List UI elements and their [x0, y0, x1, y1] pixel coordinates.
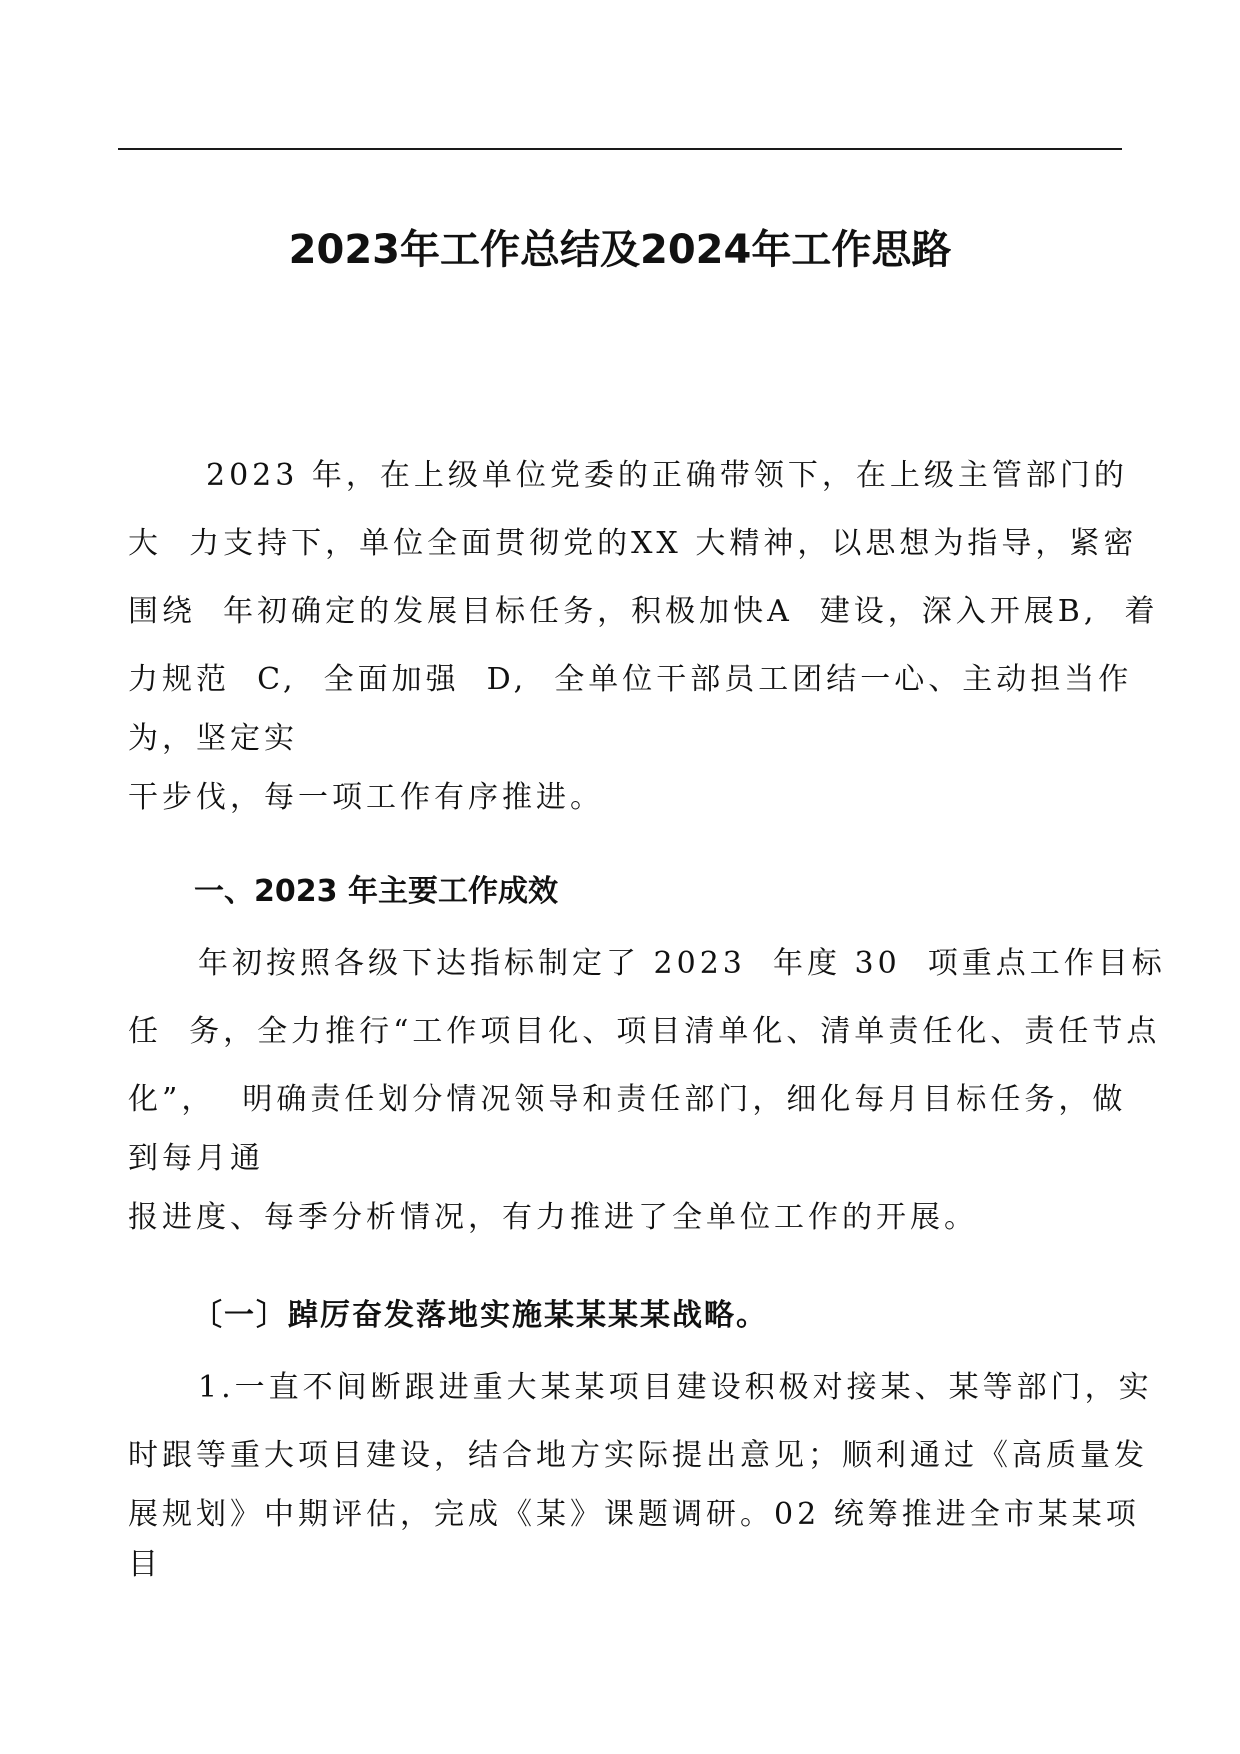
- header-rule: [118, 148, 1122, 150]
- subsection-heading: [128, 1282, 1118, 1350]
- subsection-line: 时跟等重大项目建设，结合地方实际提出意见；顺利通过《高质量发: [128, 1438, 1148, 1473]
- subsection-line: 目: [128, 1547, 162, 1582]
- intro-line: 2023 年，在上级单位党委的正确带领下，在上级主管部门的: [206, 458, 1128, 493]
- section-line: 年初按照各级下达指标制定了 2023 年度 30 项重点工作目标: [198, 946, 1166, 981]
- subsection-heading-text: 〔一〕踔厉奋发落地实施某某某某战略。: [192, 1298, 768, 1333]
- section-line: 任 务，全力推行“工作项目化、项目清单化、清单责任化、责任节点: [128, 1014, 1161, 1049]
- intro-line: 干步伐，每一项工作有序推进。: [128, 780, 604, 815]
- intro-line: 大 力支持下，单位全面贯彻党的XX 大精神，以思想为指导，紧密: [128, 526, 1138, 561]
- intro-line: 围绕 年初确定的发展目标任务，积极加快A 建设，深入开展B, 着: [128, 594, 1159, 629]
- subsection-line: 1.一直不间断跟进重大某某项目建设积极对接某、某等部门，实: [198, 1370, 1153, 1405]
- subsection-line: 展规划》中期评估，完成《某》课题调研。02 统筹推进全市某某项: [128, 1497, 1140, 1532]
- intro-line: 为，坚定实: [128, 721, 298, 756]
- section-heading-text: 一、2023 年主要工作成效: [194, 874, 558, 909]
- intro-line: 力规范 C, 全面加强 D, 全单位干部员工团结一心、主动担当作: [128, 662, 1133, 697]
- intro-paragraph: [128, 442, 1159, 832]
- section-line: 到每月通: [128, 1141, 264, 1176]
- section-line: 化”， 明确责任划分情况领导和责任部门，细化每月目标任务，做: [128, 1082, 1127, 1117]
- document-title: 2023年工作总结及2024年工作思路: [288, 227, 952, 273]
- section-heading: [128, 858, 1118, 926]
- section-paragraph: [128, 930, 1166, 1252]
- subsection-paragraph: [128, 1354, 1153, 1590]
- section-line: 报进度、每季分析情况，有力推进了全单位工作的开展。: [128, 1200, 978, 1235]
